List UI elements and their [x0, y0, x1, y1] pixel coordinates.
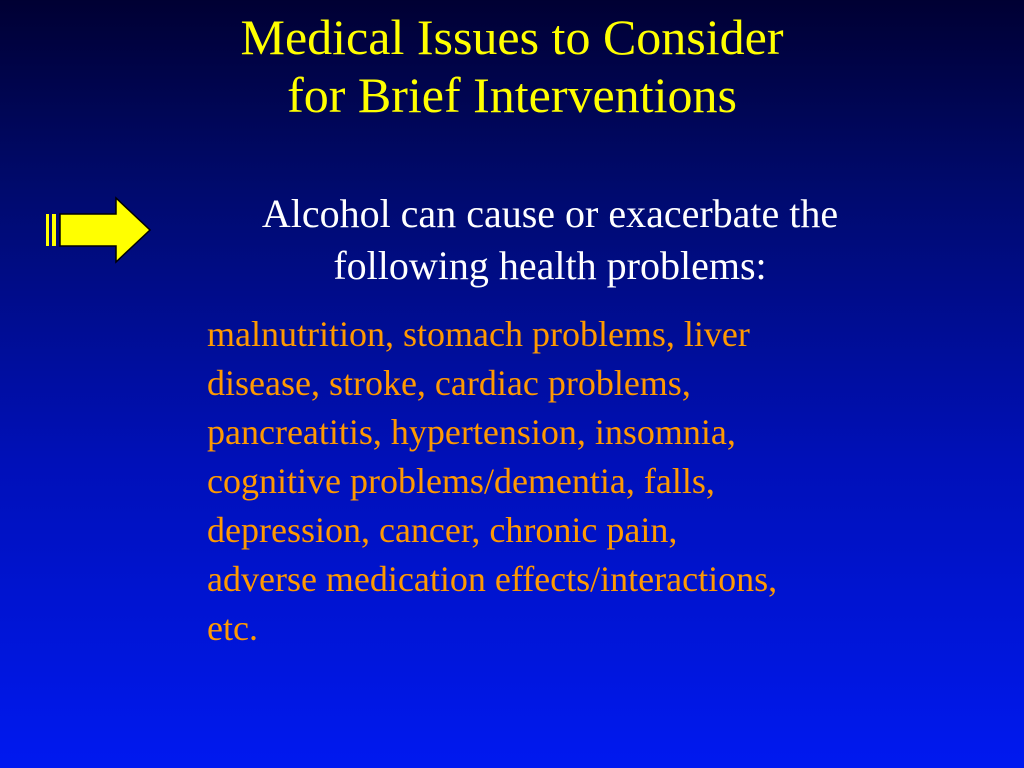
slide-title-line-1: Medical Issues to Consider — [240, 9, 784, 65]
health-problems-line: malnutrition, stomach problems, liver — [207, 314, 750, 354]
main-bullet — [160, 188, 940, 292]
health-problems-line: adverse medication effects/interactions, — [207, 559, 778, 599]
health-problems-line: cognitive problems/dementia, falls, — [207, 461, 715, 501]
arrow-right-icon — [46, 196, 152, 264]
health-problems-line: disease, stroke, cardiac problems, — [207, 363, 691, 403]
health-problems-line: depression, cancer, chronic pain, — [207, 510, 678, 550]
main-bullet-line-1: Alcohol can cause or exacerbate the — [261, 191, 839, 236]
main-bullet-line-2: following health problems: — [333, 243, 767, 288]
health-problems-list — [207, 310, 987, 653]
health-problems-line: etc. — [207, 608, 258, 648]
health-problems-line: pancreatitis, hypertension, insomnia, — [207, 412, 736, 452]
slide-title-line-2: for Brief Interventions — [287, 67, 737, 123]
slide-title — [0, 8, 1024, 124]
